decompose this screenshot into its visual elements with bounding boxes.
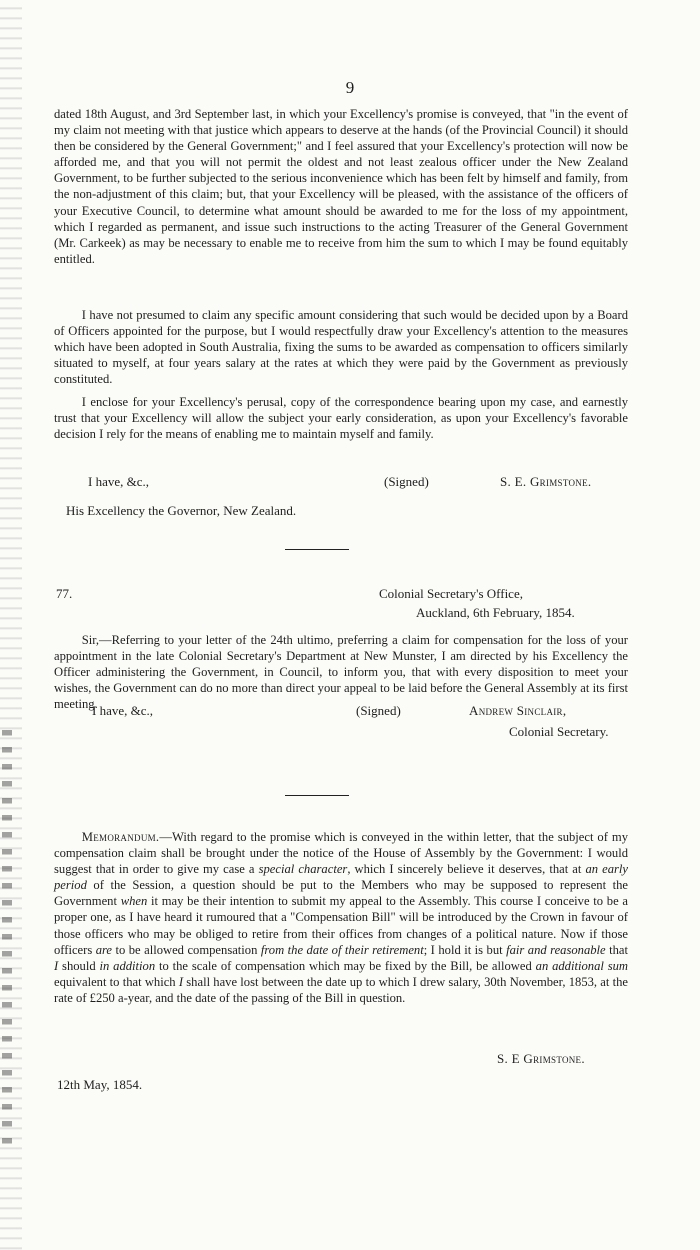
letter1-addressee: His Excellency the Governor, New Zealand. (66, 503, 297, 518)
memorandum-emphasis: when (120, 894, 148, 909)
memorandum-text: —With regard to the promise which is conveyed in the within letter, that the subject of my compensation claim shall be brought under the notice of the House of Assembly by the Government: I would suggest that in order to give my case a (54, 830, 628, 877)
memorandum-text: shall have lost between the date up to which I drew salary, 30th November, 1853, at the rate of £250 a-year, and the date of the passing of the Bill in question. (54, 974, 628, 1005)
memorandum-text: to be allowed compensation (112, 942, 261, 957)
binding-edge (0, 0, 22, 1250)
memorandum-emphasis: from the date of their retirement (260, 942, 424, 957)
memorandum-emphasis: I (178, 974, 184, 989)
memorandum-emphasis: an early period (54, 862, 629, 893)
memorandum-emphasis: are (95, 942, 113, 957)
letter1-closing: I have, &c., (88, 474, 150, 489)
letter2-office: Colonial Secretary's Office, (379, 586, 523, 601)
memorandum-signer: S. E Grimstone. (497, 1051, 585, 1066)
section-divider-1 (285, 549, 349, 550)
letter2-place-date: Auckland, 6th February, 1854. (416, 605, 575, 620)
memorandum-text: it may be their intention to submit my appeal to the Assembly. This course I conceive to be a proper one, as I have heard it rumoured that a "Compensation Bill" will be introduced by the Crown in favour of those officers who may be obliged to retire from their offices from changes of a political nature. Now if those officers (54, 894, 628, 957)
letter1-paragraph-1: dated 18th August, and 3rd September last, in which your Excellency's promise is conveyed, that "in the event of my claim not meeting with that justice which appears to deserve at the hands (of the Provincial Council) it should then be considered by the General Government;" and I feel assured that your Excellency's protection will now be afforded me, and that you will not permit the oldest and not least zealous officer under the New Zealand Government, to be further subjected to the serious inconvenience which has been felt by himself and family, from the non-adjustment of this claim; but, that your Excellency will be pleased, with the assistance of the officers of your Executive Council, to determine what amount should be awarded to me for the loss of my appointment, which I regarded as permanent, and issue such instructions to the acting Treasurer of the General Government (Mr. Carkeek) as may be necessary to enable me to receive from him the sum to which I may be found equitably entitled. (54, 107, 628, 266)
memorandum-emphasis: in addition (99, 958, 156, 973)
memorandum-text: equivalent to that which (54, 974, 179, 989)
letter2-signed-note: (Signed) (356, 703, 401, 718)
section-divider-2 (285, 795, 349, 796)
memorandum-emphasis: an additional sum (535, 958, 628, 973)
memorandum-body (54, 829, 628, 1006)
memorandum-emphasis: special character (258, 862, 348, 877)
letter2-body: Sir,—Referring to your letter of the 24th ultimo, preferring a claim for compensation for the loss of your appointment in the late Colonial Secretary's Department at New Munster, I am directed by his Excellency the Officer administering the Government, in Council, to inform you, that with every disposition to meet your wishes, the Government can do no more than direct your appeal to be laid before the General Assembly at its first meeting. (54, 633, 628, 712)
memorandum-date: 12th May, 1854. (57, 1077, 143, 1092)
letter2-number: 77. (56, 586, 73, 601)
memorandum-emphasis: I (54, 958, 59, 973)
letter1-paragraph-3: I enclose for your Excellency's perusal, copy of the correspondence bearing upon my case, and earnestly trust that your Excellency will allow the subject your early consideration, as upon your Excellency's favorable decision I rely for the means of enabling me to maintain myself and family. (54, 395, 628, 442)
memorandum-text: to the scale of compensation which may be fixed by the Bill, be allowed (155, 958, 536, 973)
letter2-closing: I have, &c., (92, 703, 154, 718)
letter2-signer: Andrew Sinclair, (469, 703, 567, 718)
memorandum-heading: Memorandum. (81, 830, 160, 844)
memorandum-text: ; I hold it is but (423, 942, 507, 957)
memorandum-text: that (605, 942, 628, 957)
letter1-signer: S. E. Grimstone. (500, 474, 592, 489)
letter1-paragraph-2: I have not presumed to claim any specific amount considering that such would be decided upon by a Board of Officers appointed for the purpose, but I would respectfully draw your Excellency's attention to the measures which have been adopted in South Australia, fixing the sums to be awarded as compensation to officers similarly situated to myself, at four years salary at the rates at which they were paid by the Government as previously constituted. (54, 308, 628, 387)
memorandum-text: of the Session, a question should be put to the Members who may be supposed to represent the Government (54, 878, 628, 909)
memorandum-text: , which I sincerely believe it deserves, that at (347, 862, 586, 877)
letter2-signer-title: Colonial Secretary. (509, 724, 609, 739)
memorandum-text: should (58, 958, 100, 973)
letter1-signed-note: (Signed) (384, 474, 429, 489)
memorandum-emphasis: fair and reasonable (506, 942, 606, 957)
page-number: 9 (345, 78, 355, 97)
